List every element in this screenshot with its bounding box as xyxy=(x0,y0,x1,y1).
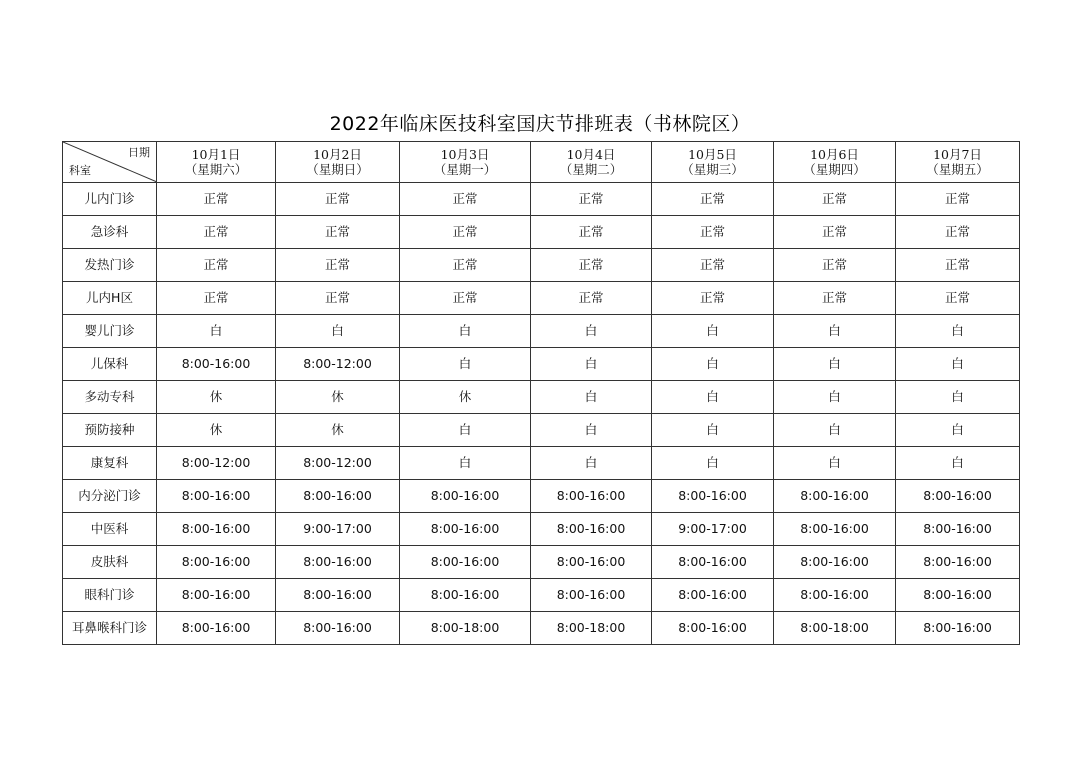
table-row xyxy=(63,612,1020,645)
schedule-cell: 8:00-16:00 xyxy=(896,546,1020,579)
table-row xyxy=(63,348,1020,381)
schedule-cell: 正常 xyxy=(531,216,652,249)
schedule-cell: 白 xyxy=(896,348,1020,381)
day-date: 10月2日 xyxy=(313,147,362,162)
schedule-cell: 白 xyxy=(157,315,276,348)
schedule-cell: 休 xyxy=(400,381,531,414)
schedule-cell: 8:00-16:00 xyxy=(157,480,276,513)
department-cell: 急诊科 xyxy=(63,216,157,249)
schedule-cell: 8:00-16:00 xyxy=(276,546,400,579)
schedule-cell: 正常 xyxy=(400,249,531,282)
schedule-cell: 8:00-16:00 xyxy=(157,546,276,579)
schedule-cell: 白 xyxy=(896,381,1020,414)
schedule-cell: 正常 xyxy=(652,249,774,282)
schedule-cell: 正常 xyxy=(896,282,1020,315)
table-row xyxy=(63,480,1020,513)
schedule-cell: 白 xyxy=(652,447,774,480)
day-date: 10月5日 xyxy=(688,147,737,162)
schedule-cell: 正常 xyxy=(276,183,400,216)
department-cell: 预防接种 xyxy=(63,414,157,447)
schedule-cell: 白 xyxy=(774,414,896,447)
schedule-cell: 白 xyxy=(531,447,652,480)
schedule-cell: 正常 xyxy=(774,183,896,216)
schedule-cell: 正常 xyxy=(896,216,1020,249)
table-row xyxy=(63,183,1020,216)
schedule-cell: 8:00-16:00 xyxy=(157,612,276,645)
schedule-cell: 白 xyxy=(652,315,774,348)
schedule-cell: 白 xyxy=(774,381,896,414)
page-title: 2022年临床医技科室国庆节排班表（书林院区） xyxy=(329,113,751,135)
schedule-cell: 白 xyxy=(276,315,400,348)
schedule-cell: 8:00-16:00 xyxy=(400,480,531,513)
day-header-cell xyxy=(531,142,652,183)
schedule-cell: 9:00-17:00 xyxy=(276,513,400,546)
schedule-cell: 9:00-17:00 xyxy=(652,513,774,546)
department-cell: 内分泌门诊 xyxy=(63,480,157,513)
day-weekday: （星期五） xyxy=(926,162,989,177)
schedule-cell: 8:00-16:00 xyxy=(400,546,531,579)
day-date: 10月6日 xyxy=(810,147,859,162)
schedule-cell: 8:00-16:00 xyxy=(531,546,652,579)
schedule-cell: 8:00-16:00 xyxy=(896,612,1020,645)
day-date: 10月1日 xyxy=(191,147,241,162)
schedule-cell: 正常 xyxy=(157,183,276,216)
schedule-cell: 8:00-16:00 xyxy=(157,348,276,381)
department-cell: 儿内H区 xyxy=(63,282,157,315)
schedule-cell: 白 xyxy=(400,315,531,348)
day-date: 10月3日 xyxy=(440,147,490,162)
day-weekday: （星期三） xyxy=(681,162,744,177)
department-axis-label: 科室 xyxy=(69,164,91,177)
table-row xyxy=(63,282,1020,315)
schedule-cell: 正常 xyxy=(896,249,1020,282)
department-cell: 康复科 xyxy=(63,447,157,480)
schedule-cell: 正常 xyxy=(531,249,652,282)
day-weekday: （星期六） xyxy=(184,162,248,177)
schedule-cell: 8:00-16:00 xyxy=(774,579,896,612)
schedule-cell: 白 xyxy=(774,315,896,348)
schedule-cell: 8:00-12:00 xyxy=(276,447,400,480)
schedule-cell: 8:00-18:00 xyxy=(400,612,531,645)
schedule-cell: 白 xyxy=(896,414,1020,447)
date-axis-label: 日期 xyxy=(128,146,150,159)
table-row xyxy=(63,579,1020,612)
schedule-cell: 8:00-18:00 xyxy=(531,612,652,645)
schedule-cell: 正常 xyxy=(652,183,774,216)
day-header-cell xyxy=(276,142,400,183)
schedule-cell: 8:00-16:00 xyxy=(896,513,1020,546)
schedule-cell: 8:00-16:00 xyxy=(652,546,774,579)
schedule-cell: 白 xyxy=(531,381,652,414)
schedule-cell: 8:00-16:00 xyxy=(531,513,652,546)
schedule-cell: 8:00-16:00 xyxy=(276,480,400,513)
schedule-cell: 正常 xyxy=(157,216,276,249)
day-header-cell xyxy=(652,142,774,183)
schedule-cell: 白 xyxy=(531,315,652,348)
department-cell: 多动专科 xyxy=(63,381,157,414)
schedule-cell: 正常 xyxy=(896,183,1020,216)
department-cell: 儿保科 xyxy=(63,348,157,381)
table-row xyxy=(63,414,1020,447)
schedule-cell: 8:00-16:00 xyxy=(157,579,276,612)
table-row xyxy=(63,513,1020,546)
day-weekday: （星期二） xyxy=(559,162,623,177)
schedule-cell: 白 xyxy=(531,348,652,381)
schedule-cell: 白 xyxy=(400,414,531,447)
schedule-cell: 正常 xyxy=(400,282,531,315)
day-weekday: （星期一） xyxy=(433,162,497,177)
schedule-cell: 8:00-16:00 xyxy=(531,579,652,612)
schedule-cell: 8:00-16:00 xyxy=(276,612,400,645)
schedule-cell: 正常 xyxy=(531,183,652,216)
schedule-cell: 休 xyxy=(157,414,276,447)
schedule-cell: 正常 xyxy=(276,216,400,249)
department-cell: 发热门诊 xyxy=(63,249,157,282)
schedule-cell: 8:00-16:00 xyxy=(531,480,652,513)
schedule-cell: 8:00-16:00 xyxy=(896,480,1020,513)
schedule-cell: 正常 xyxy=(157,282,276,315)
table-row xyxy=(63,315,1020,348)
table-row xyxy=(63,249,1020,282)
schedule-cell: 休 xyxy=(276,381,400,414)
schedule-cell: 8:00-16:00 xyxy=(276,579,400,612)
schedule-cell: 8:00-16:00 xyxy=(652,480,774,513)
department-cell: 婴儿门诊 xyxy=(63,315,157,348)
schedule-cell: 8:00-16:00 xyxy=(774,513,896,546)
department-cell: 儿内门诊 xyxy=(63,183,157,216)
department-cell: 耳鼻喉科门诊 xyxy=(63,612,157,645)
schedule-cell: 正常 xyxy=(400,216,531,249)
schedule-cell: 正常 xyxy=(774,249,896,282)
corner-header-cell xyxy=(63,142,157,183)
table-row xyxy=(63,216,1020,249)
schedule-cell: 8:00-16:00 xyxy=(896,579,1020,612)
schedule-cell: 8:00-16:00 xyxy=(652,612,774,645)
day-header-cell xyxy=(896,142,1020,183)
schedule-cell: 8:00-16:00 xyxy=(400,579,531,612)
schedule-cell: 白 xyxy=(652,414,774,447)
day-header-cell xyxy=(157,142,276,183)
schedule-cell: 8:00-18:00 xyxy=(774,612,896,645)
schedule-cell: 正常 xyxy=(531,282,652,315)
department-cell: 中医科 xyxy=(63,513,157,546)
schedule-cell: 正常 xyxy=(774,216,896,249)
schedule-cell: 正常 xyxy=(276,282,400,315)
schedule-cell: 8:00-16:00 xyxy=(774,480,896,513)
schedule-cell: 8:00-16:00 xyxy=(400,513,531,546)
schedule-cell: 白 xyxy=(896,447,1020,480)
schedule-cell: 正常 xyxy=(400,183,531,216)
department-cell: 皮肤科 xyxy=(63,546,157,579)
schedule-cell: 白 xyxy=(400,348,531,381)
schedule-cell: 正常 xyxy=(774,282,896,315)
schedule-cell: 8:00-16:00 xyxy=(652,579,774,612)
day-weekday: （星期四） xyxy=(803,162,866,177)
schedule-cell: 8:00-16:00 xyxy=(774,546,896,579)
header-row xyxy=(63,142,1020,183)
schedule-table xyxy=(62,141,1020,645)
schedule-cell: 正常 xyxy=(157,249,276,282)
schedule-cell: 白 xyxy=(774,447,896,480)
schedule-cell: 白 xyxy=(531,414,652,447)
day-date: 10月7日 xyxy=(933,147,982,162)
schedule-cell: 8:00-12:00 xyxy=(276,348,400,381)
schedule-cell: 休 xyxy=(157,381,276,414)
schedule-cell: 正常 xyxy=(276,249,400,282)
table-row xyxy=(63,447,1020,480)
schedule-cell: 白 xyxy=(652,381,774,414)
schedule-cell: 白 xyxy=(652,348,774,381)
schedule-cell: 白 xyxy=(400,447,531,480)
day-header-cell xyxy=(774,142,896,183)
schedule-cell: 8:00-12:00 xyxy=(157,447,276,480)
day-weekday: （星期日） xyxy=(306,162,369,177)
table-row xyxy=(63,546,1020,579)
day-header-cell xyxy=(400,142,531,183)
schedule-cell: 8:00-16:00 xyxy=(157,513,276,546)
department-cell: 眼科门诊 xyxy=(63,579,157,612)
schedule-cell: 正常 xyxy=(652,216,774,249)
schedule-cell: 白 xyxy=(896,315,1020,348)
schedule-cell: 休 xyxy=(276,414,400,447)
table-row xyxy=(63,381,1020,414)
schedule-cell: 正常 xyxy=(652,282,774,315)
day-date: 10月4日 xyxy=(566,147,616,162)
schedule-cell: 白 xyxy=(774,348,896,381)
